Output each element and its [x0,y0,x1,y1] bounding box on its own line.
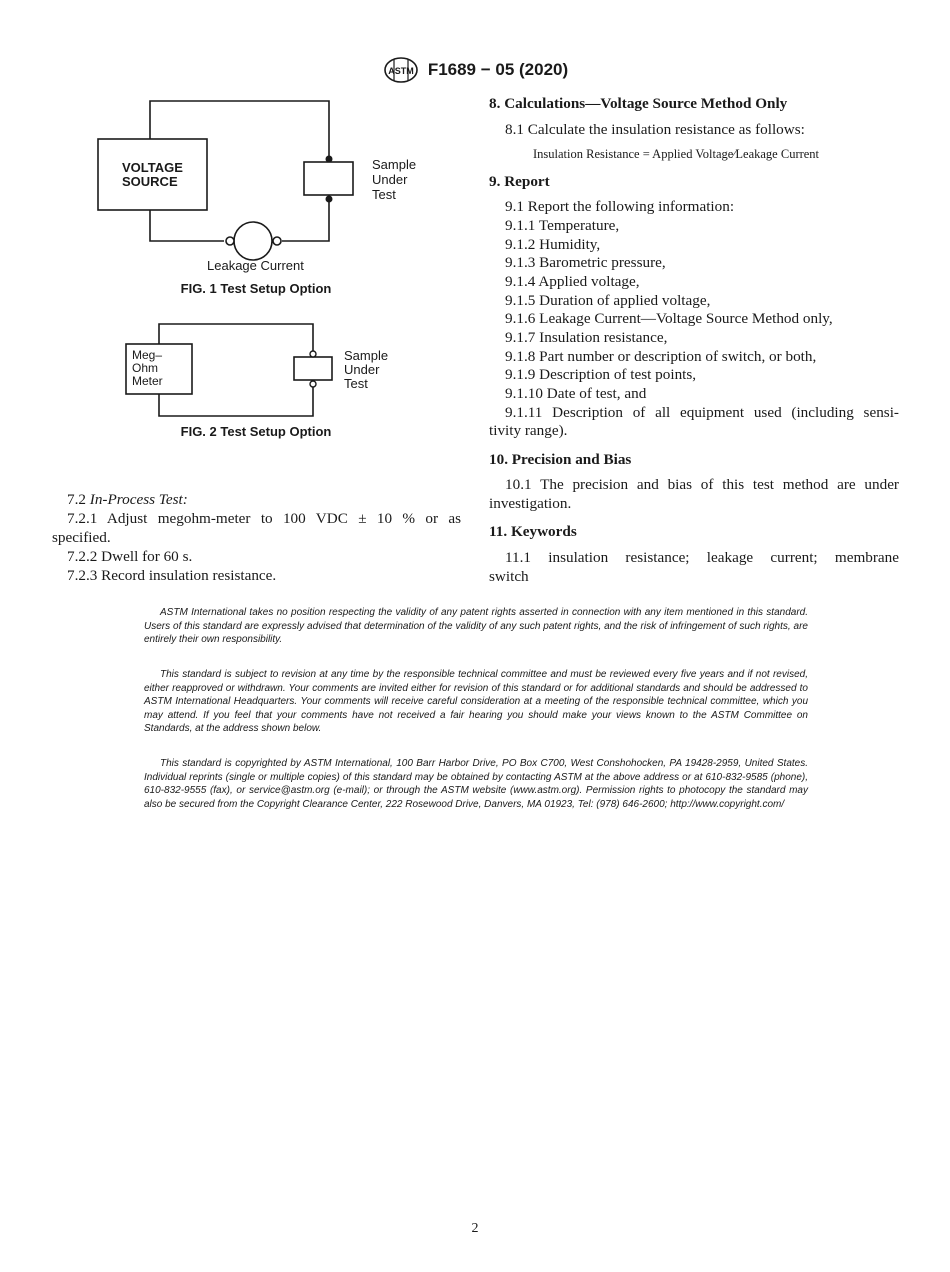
meg-label-line3: Meter [132,374,163,388]
sample-label-line2: Under [372,172,408,187]
page-header [0,56,950,84]
section-7-2-1-line1: 7.2.1 Adjust megohm-meter to 100 VDC ± 10 % or as [67,510,461,527]
report-item: 9.1.6 Leakage Current—Voltage Source Method only, [505,310,833,327]
heading-section-8: 8. Calculations—Voltage Source Method Only [489,95,788,112]
report-item: 9.1.9 Description of test points, [505,366,697,383]
meg-label-line1: Meg– [132,348,163,362]
revision-notice [144,668,808,736]
report-item: 9.1.8 Part number or description of switch, or both, [505,348,817,365]
figure-2-diagram [120,318,410,422]
meg-label-line2: Ohm [132,361,159,375]
figure-2-caption: FIG. 2 Test Setup Option [180,424,332,439]
heading-section-10: 10. Precision and Bias [489,451,632,468]
copyright-notice [144,757,808,811]
revision-notice-text: This standard is subject to revision at any time by the responsible technical committee and must be reviewed every five years and if not revised, either reapproved or withdrawn. Your comments are invited either for revision of this standard or for additional standards and should be addressed to ASTM International Headquarters. Your comments will receive careful consideration at a meeting of the responsible technical committee, which you may attend. If you feel that your comments have not received a fair hearing you should make your views known to the ASTM Committee on Standards, at the address shown below. [144,669,808,734]
sample-under-test-box [304,162,353,195]
report-item: 9.1.3 Barometric pressure, [505,254,666,271]
leakage-current-meter-icon [234,222,272,260]
report-item: 9.1.2 Humidity, [505,236,601,253]
patent-notice-text: ASTM International takes no position respecting the validity of any patent rights asserted in connection with any item mentioned in this standard. Users of this standard are expressly advised that determination of the validity of any such patent rights, and the risk of infringement of such rights, are entirely their own responsibility. [144,607,808,645]
section-8-1: 8.1 Calculate the insulation resistance as follows: [505,121,805,138]
section-9-1-11-line2: tivity range). [489,422,568,439]
patent-notice [144,606,808,647]
report-item: 9.1.10 Date of test, and [505,385,647,402]
figure-1-diagram [90,95,430,275]
report-item: 9.1.1 Temperature, [505,217,620,234]
section-10-1-line2: investigation. [489,495,572,512]
sample-label-line1: Sample [372,157,417,172]
sample-2-label-line3: Test [344,376,368,391]
figure-1-caption: FIG. 1 Test Setup Option [180,281,332,296]
voltage-label-line1: VOLTAGE [122,160,183,175]
page-number: 2 [471,1221,479,1236]
report-item: 9.1.4 Applied voltage, [505,273,640,290]
section-7-2-title: In-Process Test: [89,491,188,508]
report-item: 9.1.5 Duration of applied voltage, [505,292,711,309]
section-7-2-3: 7.2.3 Record insulation resistance. [67,567,277,584]
resistance-equation: Insulation Resistance = Applied Voltage⁄Leakage Current [533,147,820,161]
section-10-1-line1: 10.1 The precision and bias of this test method are under [505,476,899,493]
heading-section-11: 11. Keywords [489,523,577,540]
section-7-2 [67,490,188,509]
document-designation: F1689 − 05 (2020) [427,60,569,79]
sample-2-label-line1: Sample [344,348,389,363]
leakage-current-label: Leakage Current [207,258,304,273]
sample-label-line3: Test [372,187,396,202]
astm-logo-icon [382,56,420,84]
section-9-1-11-line1: 9.1.11 Description of all equipment used (including sensi- [505,404,899,421]
section-7-2-2: 7.2.2 Dwell for 60 s. [67,548,193,565]
sample-2-label-line2: Under [344,362,380,377]
heading-section-9: 9. Report [489,173,550,190]
section-7-2-1-line2: specified. [52,529,111,546]
section-11-1-line1: 11.1 insulation resistance; leakage current; membrane [505,549,899,566]
report-item: 9.1.7 Insulation resistance, [505,329,668,346]
sample-under-test-box-2 [294,357,332,380]
section-7-2-number: 7.2 [67,491,86,508]
copyright-notice-text: This standard is copyrighted by ASTM International, 100 Barr Harbor Drive, PO Box C700, West Conshohocken, PA 19428-2959, United States. Individual reprints (single or multiple copies) of this standard may be obtained by contacting ASTM at the above address or at 610-832-9585 (phone), 610-832-9555 (fax), or service@astm.org (e-mail); or through the ASTM website (www.astm.org). Permission rights to photocopy the standard may also be secured from the Copyright Clearance Center, 222 Rosewood Drive, Danvers, MA 01923, Tel: (978) 646-2600; http://www.copyright.com/ [144,758,808,810]
section-9-1: 9.1 Report the following information: [505,198,735,215]
voltage-label-line2: SOURCE [122,174,178,189]
logo-text: ASTM [388,66,414,76]
section-11-1-line2: switch [489,568,529,585]
